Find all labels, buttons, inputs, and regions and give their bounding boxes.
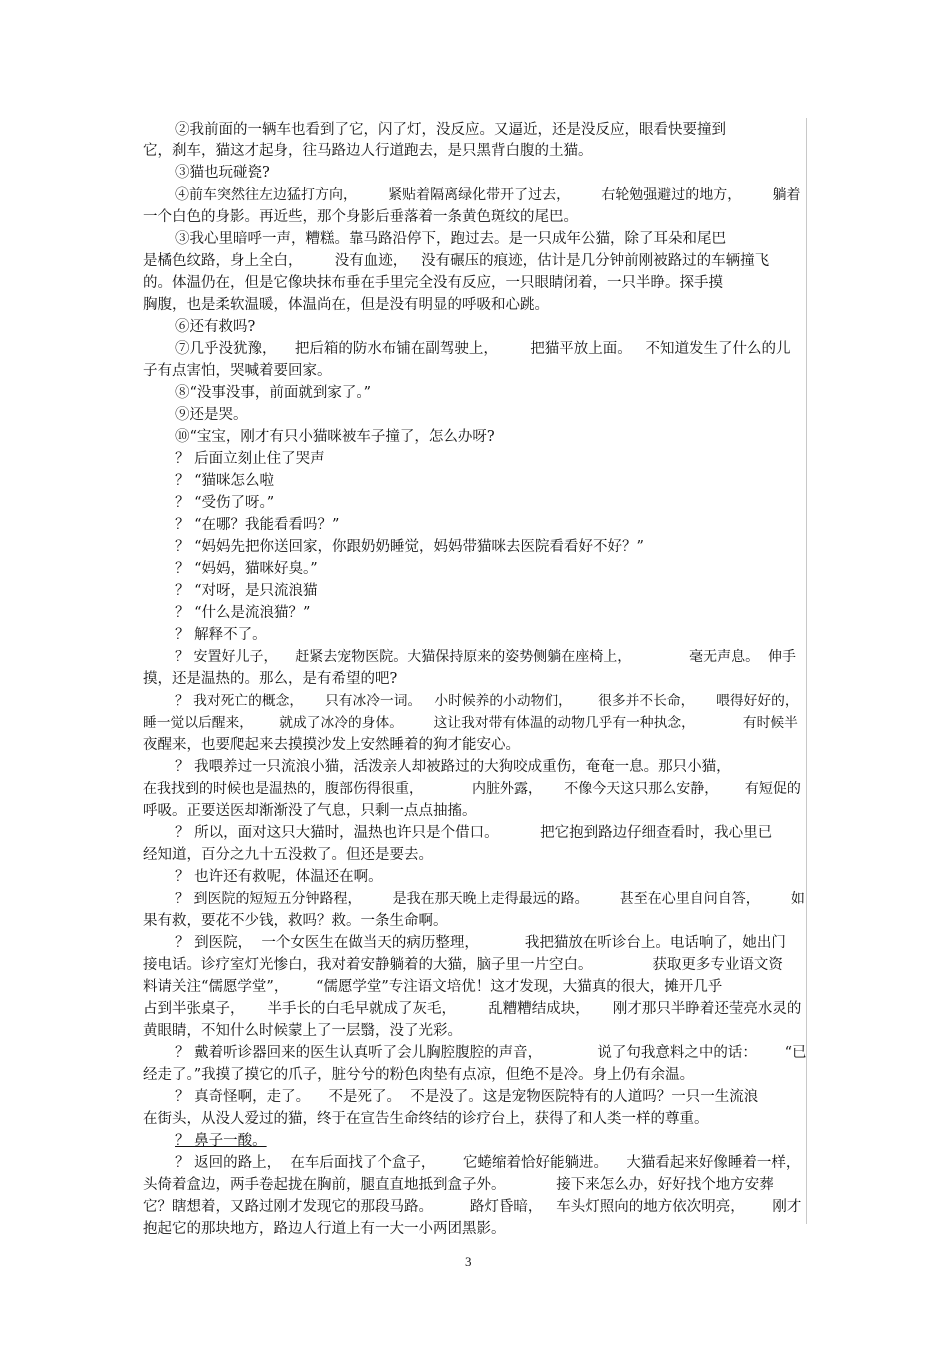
text-line: ？ 真奇怪啊，走了。 不是死了。 不是没了。这是宠物医院特有的人道吗？一只一生流浪 [175, 1089, 759, 1105]
text-line: 料请关注“儒愿学堂”， “儒愿学堂”专注语文培优！这才发现，大猫真的很大，摊开几乎 [143, 979, 723, 995]
text-line: 经知道，百分之九十五没救了。但还是要去。 [143, 847, 433, 863]
text-line: 占到半张桌子， 半手长的白毛早就成了灰毛， 乱糟糟结成块， 刚才那只半睁着还莹亮水灵的 [143, 1001, 802, 1017]
text-line: ？ “什么是流浪猫？” [175, 605, 311, 621]
text-line: 抱起它的那块地方，路边人行道上有一大一小两团黑影。 [143, 1221, 506, 1237]
text-line: 一个白色的身影。再近些，那个身影后垂落着一条黄色斑纹的尾巴。 [143, 209, 578, 225]
page-number: 3 [465, 1254, 472, 1269]
text-line: 它？瞎想着，又路过刚才发现它的那段马路。 路灯昏暗， 车头灯照向的地方依次明亮， 刚才 [143, 1199, 802, 1215]
text-line: 果有救，要花不少钱，救吗？救。一条生命啊。 [143, 913, 448, 929]
text-line: ⑥还有救吗? [175, 319, 256, 335]
text-line: ？ 到医院， 一个女医生在做当天的病历整理， 我把猫放在听诊台上。电话响了，她出门 [175, 935, 786, 951]
text-line: ？ 到医院的短短五分钟路程， 是我在那天晚上走得最远的路。 甚至在心里自问自答， 如 [175, 891, 805, 907]
text-line: ？ 所以，面对这只大猫时，温热也许只是个借口。 把它抱到路边仔细查看时，我心里已 [175, 825, 773, 841]
text-line: 接电话。诊疗室灯光惨白，我对着安静躺着的大猫，脑子里一片空白。 获取更多专业语文资 [143, 957, 783, 973]
text-line: ⑦几乎没犹豫， 把后箱的防水布铺在副驾驶上， 把猫平放上面。 不知道发生了什么的儿 [175, 341, 791, 357]
text-line: ？ “对呀，是只流浪猫 [175, 583, 318, 599]
text-line: ？ 安置好儿子， 赶紧去宠物医院。大猫保持原来的姿势侧躺在座椅上， 毫无声息。 伸手 [175, 649, 797, 665]
text-line: ⑩“宝宝，刚才有只小猫咪被车子撞了，怎么办呀? [175, 429, 495, 445]
text-line: ？ 戴着听诊器回来的医生认真听了会儿胸腔腹腔的声音， 说了句我意料之中的话： “已 [175, 1045, 807, 1061]
text-line: ？ 后面立刻止住了哭声 [175, 451, 325, 467]
text-line: 子有点害怕，哭喊着要回家。 [143, 363, 332, 379]
text-line: ？ 鼻子一酸。 [175, 1133, 267, 1149]
text-line: 夜醒来，也要爬起来去摸摸沙发上安然睡着的狗才能安心。 [143, 737, 520, 753]
text-line: 它，刹车，猫这才起身，往马路边人行道跑去，是只黑背白腹的土猫。 [143, 143, 593, 159]
text-line: ③猫也玩碰瓷? [175, 165, 270, 181]
text-line: ③我心里暗呼一声，糟糕。靠马路沿停下，跑过去。是一只成年公猫，除了耳朵和尾巴 [175, 231, 726, 247]
text-line: 呼吸。正要送医却渐渐没了气息，只剩一点点抽搐。 [143, 803, 477, 819]
text-line: 睡一觉以后醒来， 就成了冰冷的身体。 这让我对带有体温的动物几乎有一种执念， 有时候半 [143, 715, 798, 731]
text-line: ？ “猫咪怎么啦 [175, 473, 275, 489]
text-line: ？ “受伤了呀。” [175, 495, 275, 511]
text-line: 的。体温仍在，但是它像块抹布垂在手里完全没有反应，一只眼睛闭着，一只半睁。探手摸 [143, 275, 723, 291]
text-line: 头倚着盒边，两手卷起拢在胸前，腿直直地抵到盒子外。 接下来怎么办，好好找个地方安葬 [143, 1177, 774, 1193]
text-line: ⑧“没事没事，前面就到家了。” [175, 385, 372, 401]
text-line: ？ 返回的路上， 在车后面找了个盒子， 它蜷缩着恰好能躺进。 大猫看起来好像睡着一样， [175, 1155, 801, 1171]
text-line: 经走了。”我摸了摸它的爪子，脏兮兮的粉色肉垫有点凉，但绝不是冷。身上仍有余温。 [143, 1067, 695, 1083]
text-line: ⑨还是哭。 [175, 407, 248, 423]
text-line: ？ 解释不了。 [175, 627, 267, 643]
text-line: ？ 也许还有救呢，体温还在啊。 [175, 869, 383, 885]
text-line: ④前车突然往左边猛打方向， 紧贴着隔离绿化带开了过去， 右轮勉强避过的地方， 躺着 [175, 187, 801, 203]
text-line: ？ “妈妈先把你送回家，你跟奶奶睡觉，妈妈带猫咪去医院看看好不好？” [175, 539, 644, 555]
text-line: ？ “妈妈，猫咪好臭。” [175, 561, 318, 577]
text-line: ？ 我喂养过一只流浪小猫，活泼亲人却被路过的大狗咬成重伤，奄奄一息。那只小猫， [175, 759, 731, 775]
text-line: 胸腹，也是柔软温暖，体温尚在，但是没有明显的呼吸和心跳。 [143, 297, 549, 313]
text-line: ？ “在哪？我能看看吗？” [175, 517, 340, 533]
text-line: 黄眼睛，不知什么时候蒙上了一层翳，没了光彩。 [143, 1023, 462, 1039]
text-line: 是橘色纹路，身上全白， 没有血迹， 没有碾压的痕迹，估计是几分钟前刚被路过的车辆撞飞 [143, 253, 770, 269]
text-line: ②我前面的一辆车也看到了它，闪了灯，没反应。又逼近，还是没反应，眼看快要撞到 [175, 122, 726, 138]
text-line: 在我找到的时候也是温热的，腹部伤得很重， 内脏外露， 不像今天这只那么安静， 有短促的 [143, 781, 801, 797]
text-line: 摸，还是温热的。那么，是有希望的吧? [143, 671, 398, 687]
text-line: 在街头，从没人爱过的猫，终于在宣告生命终结的诊疗台上，获得了和人类一样的尊重。 [143, 1111, 709, 1127]
text-line: ？ 我对死亡的概念， 只有冰冷一词。 小时候养的小动物们， 很多并不长命， 喂得好好的， [175, 693, 799, 709]
